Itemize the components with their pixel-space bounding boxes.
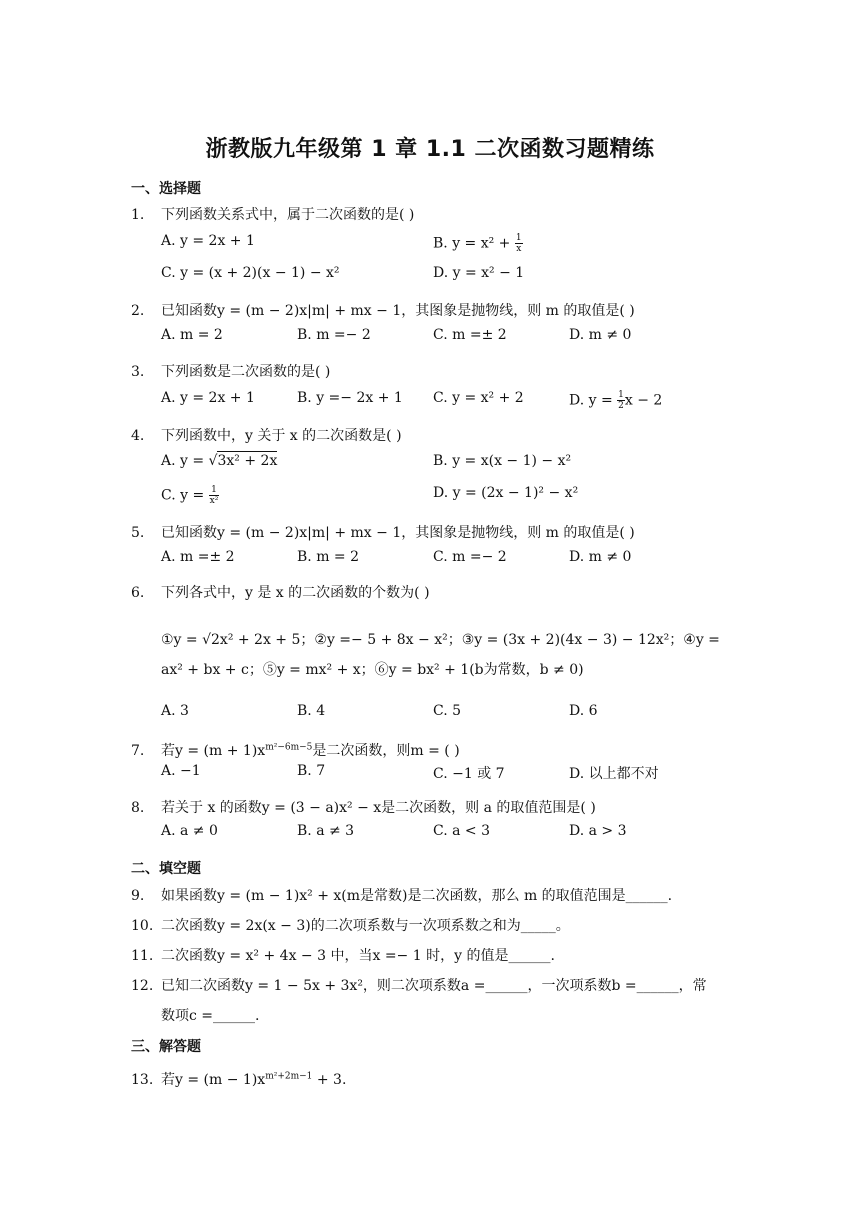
question-stem: 下列函数是二次函数的是( ) bbox=[161, 364, 331, 380]
question-number: 12. bbox=[131, 978, 154, 994]
section-fill: 二、填空题 bbox=[131, 861, 201, 877]
exponent: m²+2m−1 bbox=[265, 1071, 313, 1081]
question-4-options-row-2 bbox=[161, 485, 736, 515]
question-stem: 下列各式中，y 是 x 的二次函数的个数为( ) bbox=[161, 585, 430, 601]
question-8-options bbox=[161, 823, 736, 853]
question-11 bbox=[131, 941, 736, 971]
option-d: D. m ≠ 0 bbox=[569, 549, 632, 565]
question-number: 7. bbox=[131, 742, 145, 759]
option-a: A. y = 2x + 1 bbox=[161, 390, 255, 406]
question-number: 10. bbox=[131, 918, 154, 934]
question-stem: 已知二次函数y = 1 − 5x + 3x²，则二次项系数a =______，一次项系数b =______，常 bbox=[161, 978, 707, 994]
question-stem: 二次函数y = x² + 4x − 3 中，当x =− 1 时，y 的值是______. bbox=[161, 948, 555, 964]
question-7 bbox=[131, 732, 736, 766]
question-2 bbox=[131, 296, 736, 326]
question-12 bbox=[131, 971, 736, 1001]
question-3-options bbox=[161, 390, 736, 420]
question-number: 13. bbox=[131, 1071, 154, 1088]
question-9 bbox=[131, 881, 736, 911]
option-b: B. a ≠ 3 bbox=[297, 823, 355, 839]
option-d: D. 6 bbox=[569, 703, 598, 719]
option-c: C. a < 3 bbox=[433, 823, 490, 839]
option-a: A. y = √3x² + 2x bbox=[161, 453, 278, 469]
question-1-options-row-1 bbox=[161, 233, 736, 263]
option-b-text: B. y = x² + bbox=[433, 235, 515, 252]
question-5-options bbox=[161, 549, 736, 579]
radicand: 3x² + 2x bbox=[217, 453, 278, 469]
option-d: D. y = x² − 1 bbox=[433, 265, 525, 281]
option-c: C. y = (x + 2)(x − 1) − x² bbox=[161, 265, 340, 281]
expressions-line-1: ①y = √2x² + 2x + 5；②y =− 5 + 8x − x²；③y = (3x + 2)(4x − 3) − 12x²；④y = bbox=[161, 632, 720, 648]
question-1-options-row-2 bbox=[161, 265, 736, 295]
question-number: 11. bbox=[131, 948, 154, 964]
expressions-line-2: ax² + bx + c；⑤y = mx² + x；⑥y = bx² + 1(b为常数，b ≠ 0) bbox=[161, 662, 584, 678]
option-c: C. m =± 2 bbox=[433, 327, 507, 343]
question-6-expressions bbox=[161, 625, 736, 685]
option-a: A. a ≠ 0 bbox=[161, 823, 218, 839]
question-2-options bbox=[161, 327, 736, 357]
option-c: C. m =− 2 bbox=[433, 549, 507, 565]
question-stem: 若$y = (m - 1)x^{m^2+2m-1} + 3$. bbox=[161, 1071, 347, 1088]
option-d: D. a > 3 bbox=[569, 823, 627, 839]
option-b: B. 7 bbox=[297, 763, 326, 779]
option-b bbox=[433, 233, 523, 254]
option-b: B. y = x(x − 1) − x² bbox=[433, 453, 572, 469]
fraction: $\frac{1}{2}$ bbox=[618, 390, 624, 411]
option-d: D. m ≠ 0 bbox=[569, 327, 632, 343]
question-number: 9. bbox=[131, 888, 145, 904]
question-4-options-row-1 bbox=[161, 453, 736, 483]
question-stem: 如果函数y = (m − 1)x² + x(m是常数)是二次函数，那么 m 的取值范围是______. bbox=[161, 888, 673, 904]
question-12-continued: 数项c =______. bbox=[161, 1008, 260, 1024]
question-number: 1. bbox=[131, 207, 145, 223]
option-c: C. 5 bbox=[433, 703, 462, 719]
option-d: D. 以上都不对 bbox=[569, 766, 659, 782]
question-4 bbox=[131, 421, 736, 451]
section-choice: 一、选择题 bbox=[131, 181, 201, 197]
option-a: A. −1 bbox=[161, 763, 201, 779]
question-number: 5. bbox=[131, 525, 145, 541]
question-10 bbox=[131, 911, 736, 941]
fraction: $\frac{1}{x}$ bbox=[515, 233, 522, 254]
section-answer: 三、解答题 bbox=[131, 1039, 201, 1055]
question-number: 8. bbox=[131, 800, 145, 816]
question-stem: 若关于 x 的函数y = (3 − a)x² − x是二次函数，则 a 的取值范围是( ) bbox=[161, 800, 596, 816]
option-a: A. 3 bbox=[161, 703, 189, 719]
option-d: D. y = (2x − 1)² − x² bbox=[433, 485, 579, 501]
question-8 bbox=[131, 793, 736, 823]
question-3 bbox=[131, 357, 736, 387]
option-d: D. y = $\frac{1}{2}$ x − 2 bbox=[569, 390, 663, 411]
question-6-options bbox=[161, 703, 736, 733]
option-c: C. −1 或 7 bbox=[433, 766, 505, 782]
question-number: 6. bbox=[131, 585, 145, 601]
exponent: m²−6m−5 bbox=[265, 742, 313, 752]
question-5 bbox=[131, 518, 736, 548]
option-b: B. y =− 2x + 1 bbox=[297, 390, 403, 406]
option-c: C. y = $\frac{1}{\text{x²}}$ bbox=[161, 485, 219, 506]
option-a: A. y = 2x + 1 bbox=[161, 233, 255, 249]
option-c: C. y = x² + 2 bbox=[433, 390, 524, 406]
question-number: 2. bbox=[131, 303, 145, 319]
option-b: B. 4 bbox=[297, 703, 326, 719]
question-stem: 已知函数y = (m − 2)x|m| + mx − 1，其图象是抛物线，则 m 的取值是( ) bbox=[161, 303, 635, 319]
question-1 bbox=[131, 200, 736, 230]
page-title: 浙教版九年级第 1 章 1.1 二次函数习题精练 bbox=[205, 137, 655, 162]
question-stem: 已知函数y = (m − 2)x|m| + mx − 1，其图象是抛物线，则 m 的取值是( ) bbox=[161, 525, 635, 541]
question-number: 3. bbox=[131, 364, 145, 380]
question-13 bbox=[131, 1061, 736, 1095]
question-7-options bbox=[161, 763, 736, 793]
question-stem: 二次函数y = 2x(x − 3)的二次项系数与一次项系数之和为_____。 bbox=[161, 918, 570, 934]
question-6 bbox=[131, 578, 736, 608]
question-stem: 若$y = (m + 1)x^{m^2-6m-5}$是二次函数，则m = ( ) bbox=[161, 742, 460, 759]
question-stem: 下列函数关系式中，属于二次函数的是( ) bbox=[161, 207, 415, 223]
question-stem: 下列函数中，y 关于 x 的二次函数是( ) bbox=[161, 428, 402, 444]
fraction: $\frac{1}{\text{x²}}$ bbox=[209, 485, 219, 506]
option-a: A. m =± 2 bbox=[161, 549, 235, 565]
option-a: A. m = 2 bbox=[161, 327, 223, 343]
option-b: B. m =− 2 bbox=[297, 327, 371, 343]
question-number: 4. bbox=[131, 428, 145, 444]
option-b: B. m = 2 bbox=[297, 549, 360, 565]
